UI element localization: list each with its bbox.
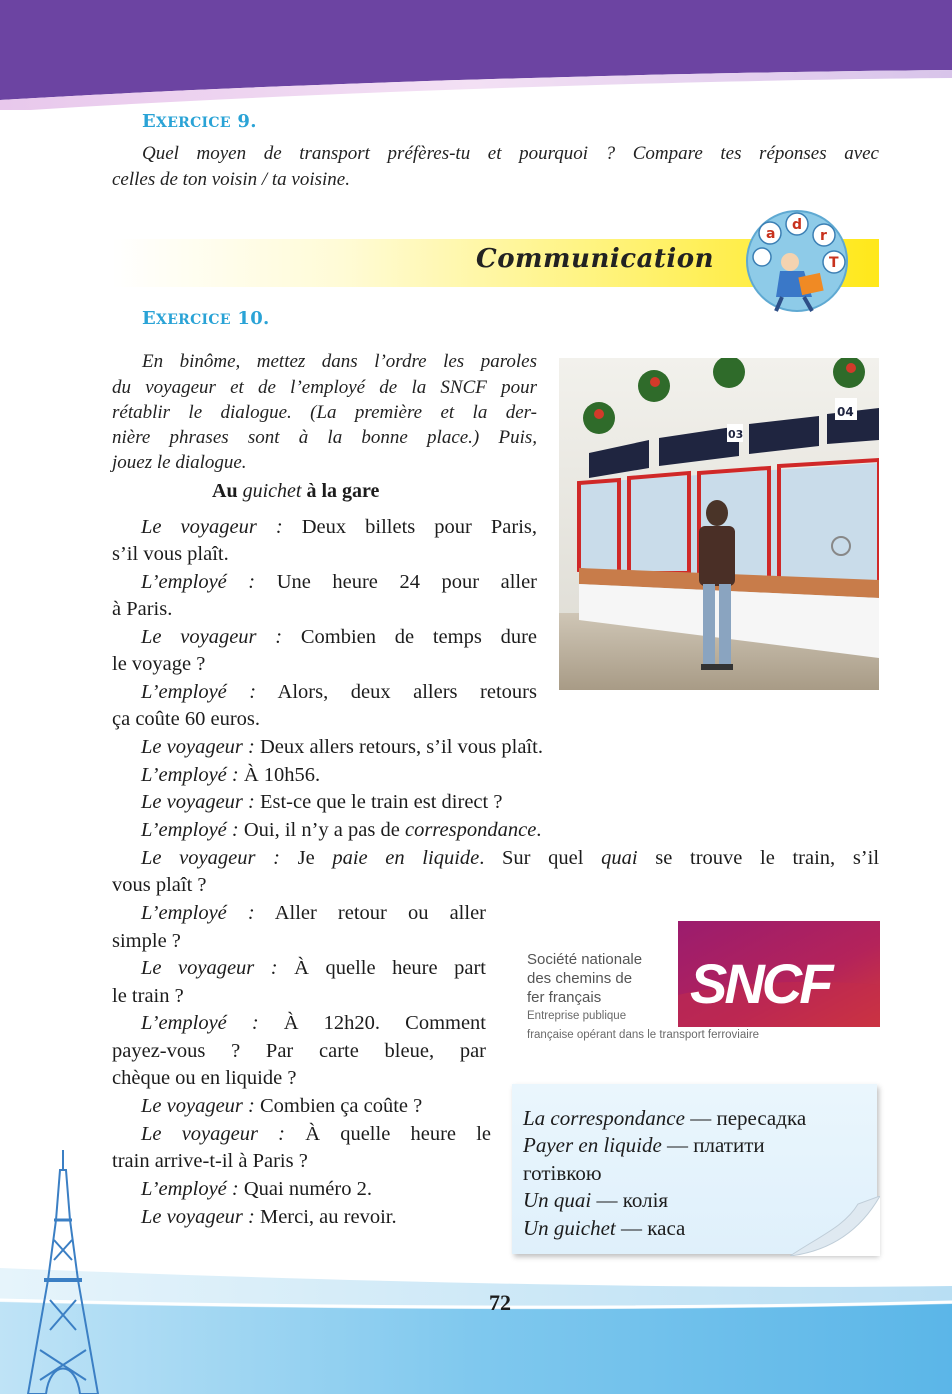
ticket-office-photo (559, 358, 879, 690)
instructions-line4: nière phrases sont à la bonne place.) Puis, (112, 427, 537, 448)
dialogue-line-13: Le voyageur : Combien ça coûte ? (141, 1095, 423, 1117)
section-title: Communication (476, 244, 715, 274)
sncf-logo (678, 921, 880, 1027)
dialogue-line-10-cont: simple ? (112, 930, 181, 952)
instructions-line5: jouez le dialogue. (112, 452, 247, 473)
dialogue-line-6: L’employé : À 10h56. (141, 764, 321, 786)
exercise-9-text-line2: celles de ton voisin / ta voisine. (112, 169, 350, 190)
vocab-item-2: Payer en liquide — платити (523, 1133, 765, 1157)
counter-number-04: 04 (837, 405, 854, 419)
dialogue-title: Au guichet à la gare (212, 480, 380, 502)
dialogue-line-4-cont: ça coûte 60 euros. (112, 708, 260, 730)
vocab-item-4: Un guichet — каса (523, 1216, 686, 1240)
dialogue-line-2-cont: à Paris. (112, 598, 173, 620)
dialogue-line-9-cont: vous plaît ? (112, 874, 207, 896)
dialogue-line-1-cont: s’il vous plaît. (112, 543, 229, 565)
dialogue-line-16: Le voyageur : Merci, au revoir. (141, 1206, 397, 1228)
dialogue-line-9: Le voyageur : Je paie en liquide. Sur quel quai se trouve le train, s’il (141, 847, 880, 869)
instructions-line3: rétablir le dialogue. (La première et la der- (112, 402, 537, 423)
svg-text:T: T (829, 255, 839, 271)
dialogue-line-3: Le voyageur : Combien de temps dure (141, 626, 538, 648)
communication-badge-icon (742, 207, 852, 315)
exercise-9-text-line1: Quel moyen de transport préfères-tu et pourquoi ? Compare tes réponses avec (142, 143, 879, 164)
instructions-line1: En binôme, mettez dans l’ordre les paroles (142, 351, 537, 372)
vocab-item-1: La correspondance — пересадка (523, 1106, 807, 1130)
dialogue-line-8: L’employé : Oui, il n’y a pas de correspondance. (141, 819, 542, 841)
instructions-line2: du voyageur et de l’employé de la SNCF pour (112, 377, 537, 398)
svg-text:SNCF: SNCF (690, 952, 831, 1015)
dialogue-line-15: L’employé : Quai numéro 2. (141, 1178, 372, 1200)
exercise-9-heading: EXERCICE 9. (142, 111, 257, 132)
footer-band (0, 1250, 952, 1394)
header-band (0, 0, 952, 110)
dialogue-line-1: Le voyageur : Deux billets pour Paris, (141, 516, 538, 538)
dialogue-line-7: Le voyageur : Est-ce que le train est direct ? (141, 791, 503, 813)
dialogue-line-11-cont: le train ? (112, 985, 184, 1007)
dialogue-line-14-cont: train arrive-t-il à Paris ? (112, 1150, 308, 1172)
exercise-10-heading: EXERCICE 10. (142, 308, 270, 329)
dialogue-line-3-cont: le voyage ? (112, 653, 206, 675)
vocab-item-2-cont: готівкою (523, 1161, 602, 1185)
dialogue-line-11: Le voyageur : À quelle heure part (141, 957, 486, 979)
svg-text:r: r (820, 228, 827, 244)
dialogue-line-5: Le voyageur : Deux allers retours, s’il vous plaît. (141, 736, 543, 758)
dialogue-line-4: L’employé : Alors, deux allers retours (141, 681, 537, 703)
dialogue-line-12-cont: payez-vous ? Par carte bleue, par (112, 1040, 486, 1062)
dialogue-line-2: L’employé : Une heure 24 pour aller (141, 571, 538, 593)
dialogue-line-12-cont2: chèque ou en liquide ? (112, 1067, 297, 1089)
dialogue-line-12: L’employé : À 12h20. Comment (141, 1012, 486, 1034)
svg-text:a: a (766, 226, 776, 242)
dialogue-line-10: L’employé : Aller retour ou aller (141, 902, 486, 924)
counter-number-03: 03 (728, 428, 744, 441)
page-number: 72 (489, 1290, 511, 1315)
sncf-description: Société nationale des chemins de fer français Entreprise publique française opérant dans le transport ferroviaire (527, 951, 760, 1041)
svg-text:d: d (792, 217, 803, 233)
eiffel-tower-icon (18, 1150, 108, 1394)
page-curl-decoration (790, 1196, 880, 1256)
vocab-item-3: Un quai — колія (523, 1188, 669, 1212)
dialogue-line-14: Le voyageur : À quelle heure le (141, 1123, 492, 1145)
